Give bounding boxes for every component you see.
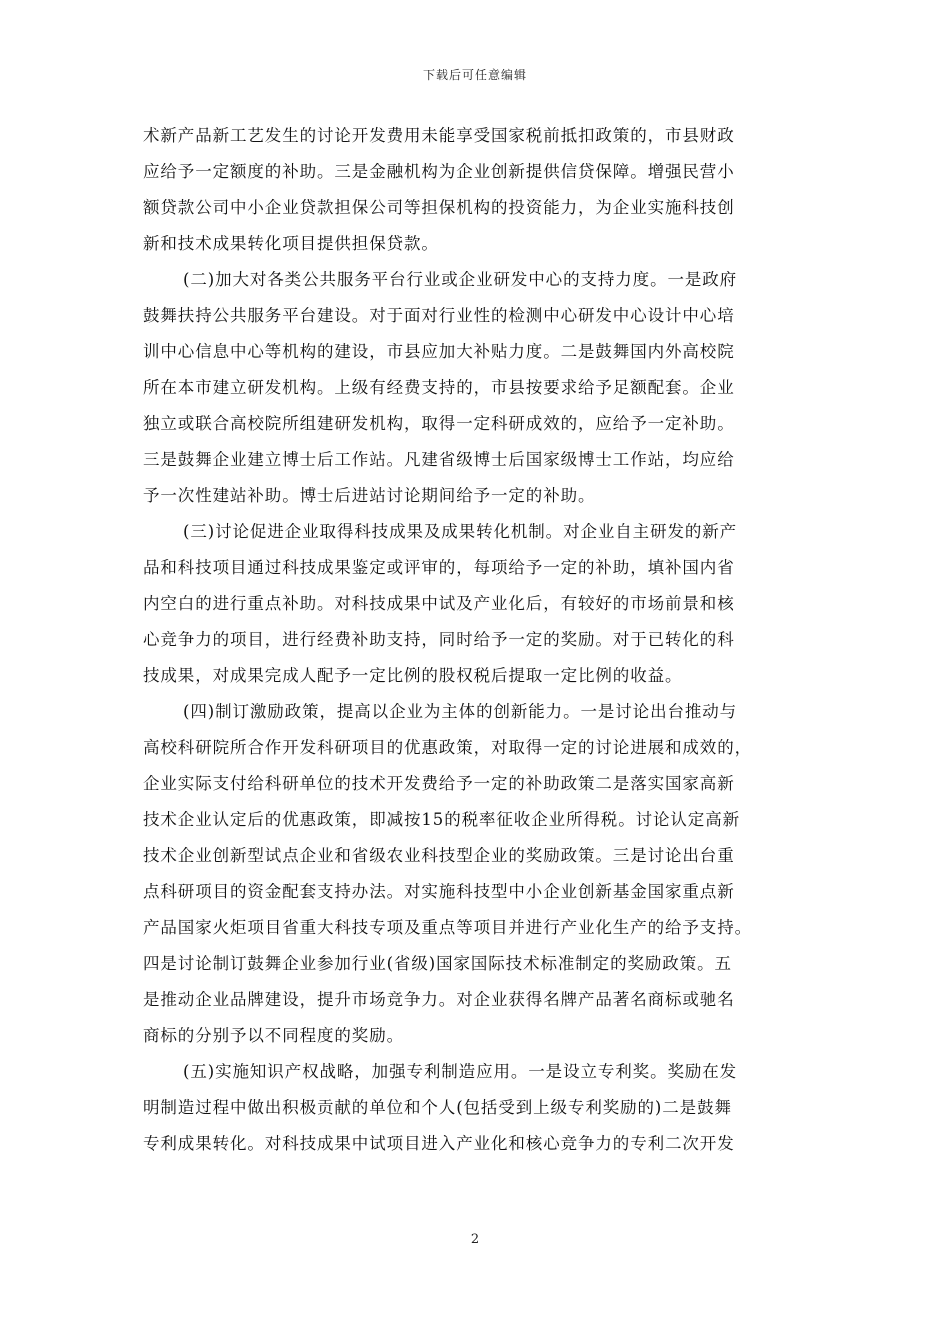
text-line: 训中心信息中心等机构的建设，市县应加大补贴力度。二是鼓舞国内外高校院 bbox=[143, 342, 735, 361]
text-line: 鼓舞扶持公共服务平台建设。对于面对行业性的检测中心研发中心设计中心培 bbox=[143, 306, 735, 325]
text-line: 独立或联合高校院所组建研发机构，取得一定科研成效的，应给予一定补助。 bbox=[143, 414, 735, 433]
paragraph-start-line: (四)制订激励政策，提高以企业为主体的创新能力。一是讨论出台推动与 bbox=[183, 702, 738, 721]
text-line: 三是鼓舞企业建立博士后工作站。凡建省级博士后国家级博士工作站，均应给 bbox=[143, 450, 735, 469]
paragraph-start-line: (二)加大对各类公共服务平台行业或企业研发中心的支持力度。一是政府 bbox=[183, 270, 738, 289]
text-line: 明制造过程中做出积极贡献的单位和个人(包括受到上级专利奖励的)二是鼓舞 bbox=[143, 1098, 732, 1117]
text-line: 额贷款公司中小企业贷款担保公司等担保机构的投资能力，为企业实施科技创 bbox=[143, 198, 735, 217]
paragraph-start-line: (五)实施知识产权战略，加强专利制造应用。一是设立专利奖。奖励在发 bbox=[183, 1062, 738, 1081]
text-line: 术新产品新工艺发生的讨论开发费用未能享受国家税前抵扣政策的，市县财政 bbox=[143, 126, 735, 145]
text-line: 高校科研院所合作开发科研项目的优惠政策，对取得一定的讨论进展和成效的， bbox=[143, 738, 752, 757]
text-line: 点科研项目的资金配套支持办法。对实施科技型中小企业创新基金国家重点新 bbox=[143, 882, 735, 901]
paragraph-start-line: (三)讨论促进企业取得科技成果及成果转化机制。对企业自主研发的新产 bbox=[183, 522, 738, 541]
text-line: 技术企业创新型试点企业和省级农业科技型企业的奖励政策。三是讨论出台重 bbox=[143, 846, 735, 865]
text-line: 技术企业认定后的优惠政策，即减按15的税率征收企业所得税。讨论认定高新 bbox=[143, 810, 740, 829]
text-line: 是推动企业品牌建设，提升市场竞争力。对企业获得名牌产品著名商标或驰名 bbox=[143, 990, 735, 1009]
page-header-note: 下载后可任意编辑 bbox=[422, 68, 527, 82]
text-line: 心竞争力的项目，进行经费补助支持，同时给予一定的奖励。对于已转化的科 bbox=[143, 630, 735, 649]
text-line: 技成果，对成果完成人配予一定比例的股权税后提取一定比例的收益。 bbox=[143, 666, 683, 685]
text-line: 新和技术成果转化项目提供担保贷款。 bbox=[143, 234, 439, 253]
text-line: 内空白的进行重点补助。对科技成果中试及产业化后，有较好的市场前景和核 bbox=[143, 594, 735, 613]
text-line: 商标的分别予以不同程度的奖励。 bbox=[143, 1026, 404, 1045]
text-line: 专利成果转化。对科技成果中试项目进入产业化和核心竞争力的专利二次开发 bbox=[143, 1134, 735, 1153]
page-number: 2 bbox=[470, 1232, 480, 1247]
text-line: 品和科技项目通过科技成果鉴定或评审的，每项给予一定的补助，填补国内省 bbox=[143, 558, 735, 577]
text-line: 应给予一定额度的补助。三是金融机构为企业创新提供信贷保障。增强民营小 bbox=[143, 162, 735, 181]
text-line: 予一次性建站补助。博士后进站讨论期间给予一定的补助。 bbox=[143, 486, 596, 505]
text-line: 产品国家火炬项目省重大科技专项及重点等项目并进行产业化生产的给予支持。 bbox=[143, 918, 752, 937]
text-line: 所在本市建立研发机构。上级有经费支持的，市县按要求给予足额配套。企业 bbox=[143, 378, 735, 397]
text-line: 四是讨论制订鼓舞企业参加行业(省级)国家国际技术标准制定的奖励政策。五 bbox=[143, 954, 732, 973]
text-line: 企业实际支付给科研单位的技术开发费给予一定的补助政策二是落实国家高新 bbox=[143, 774, 735, 793]
document-body bbox=[143, 118, 803, 1162]
